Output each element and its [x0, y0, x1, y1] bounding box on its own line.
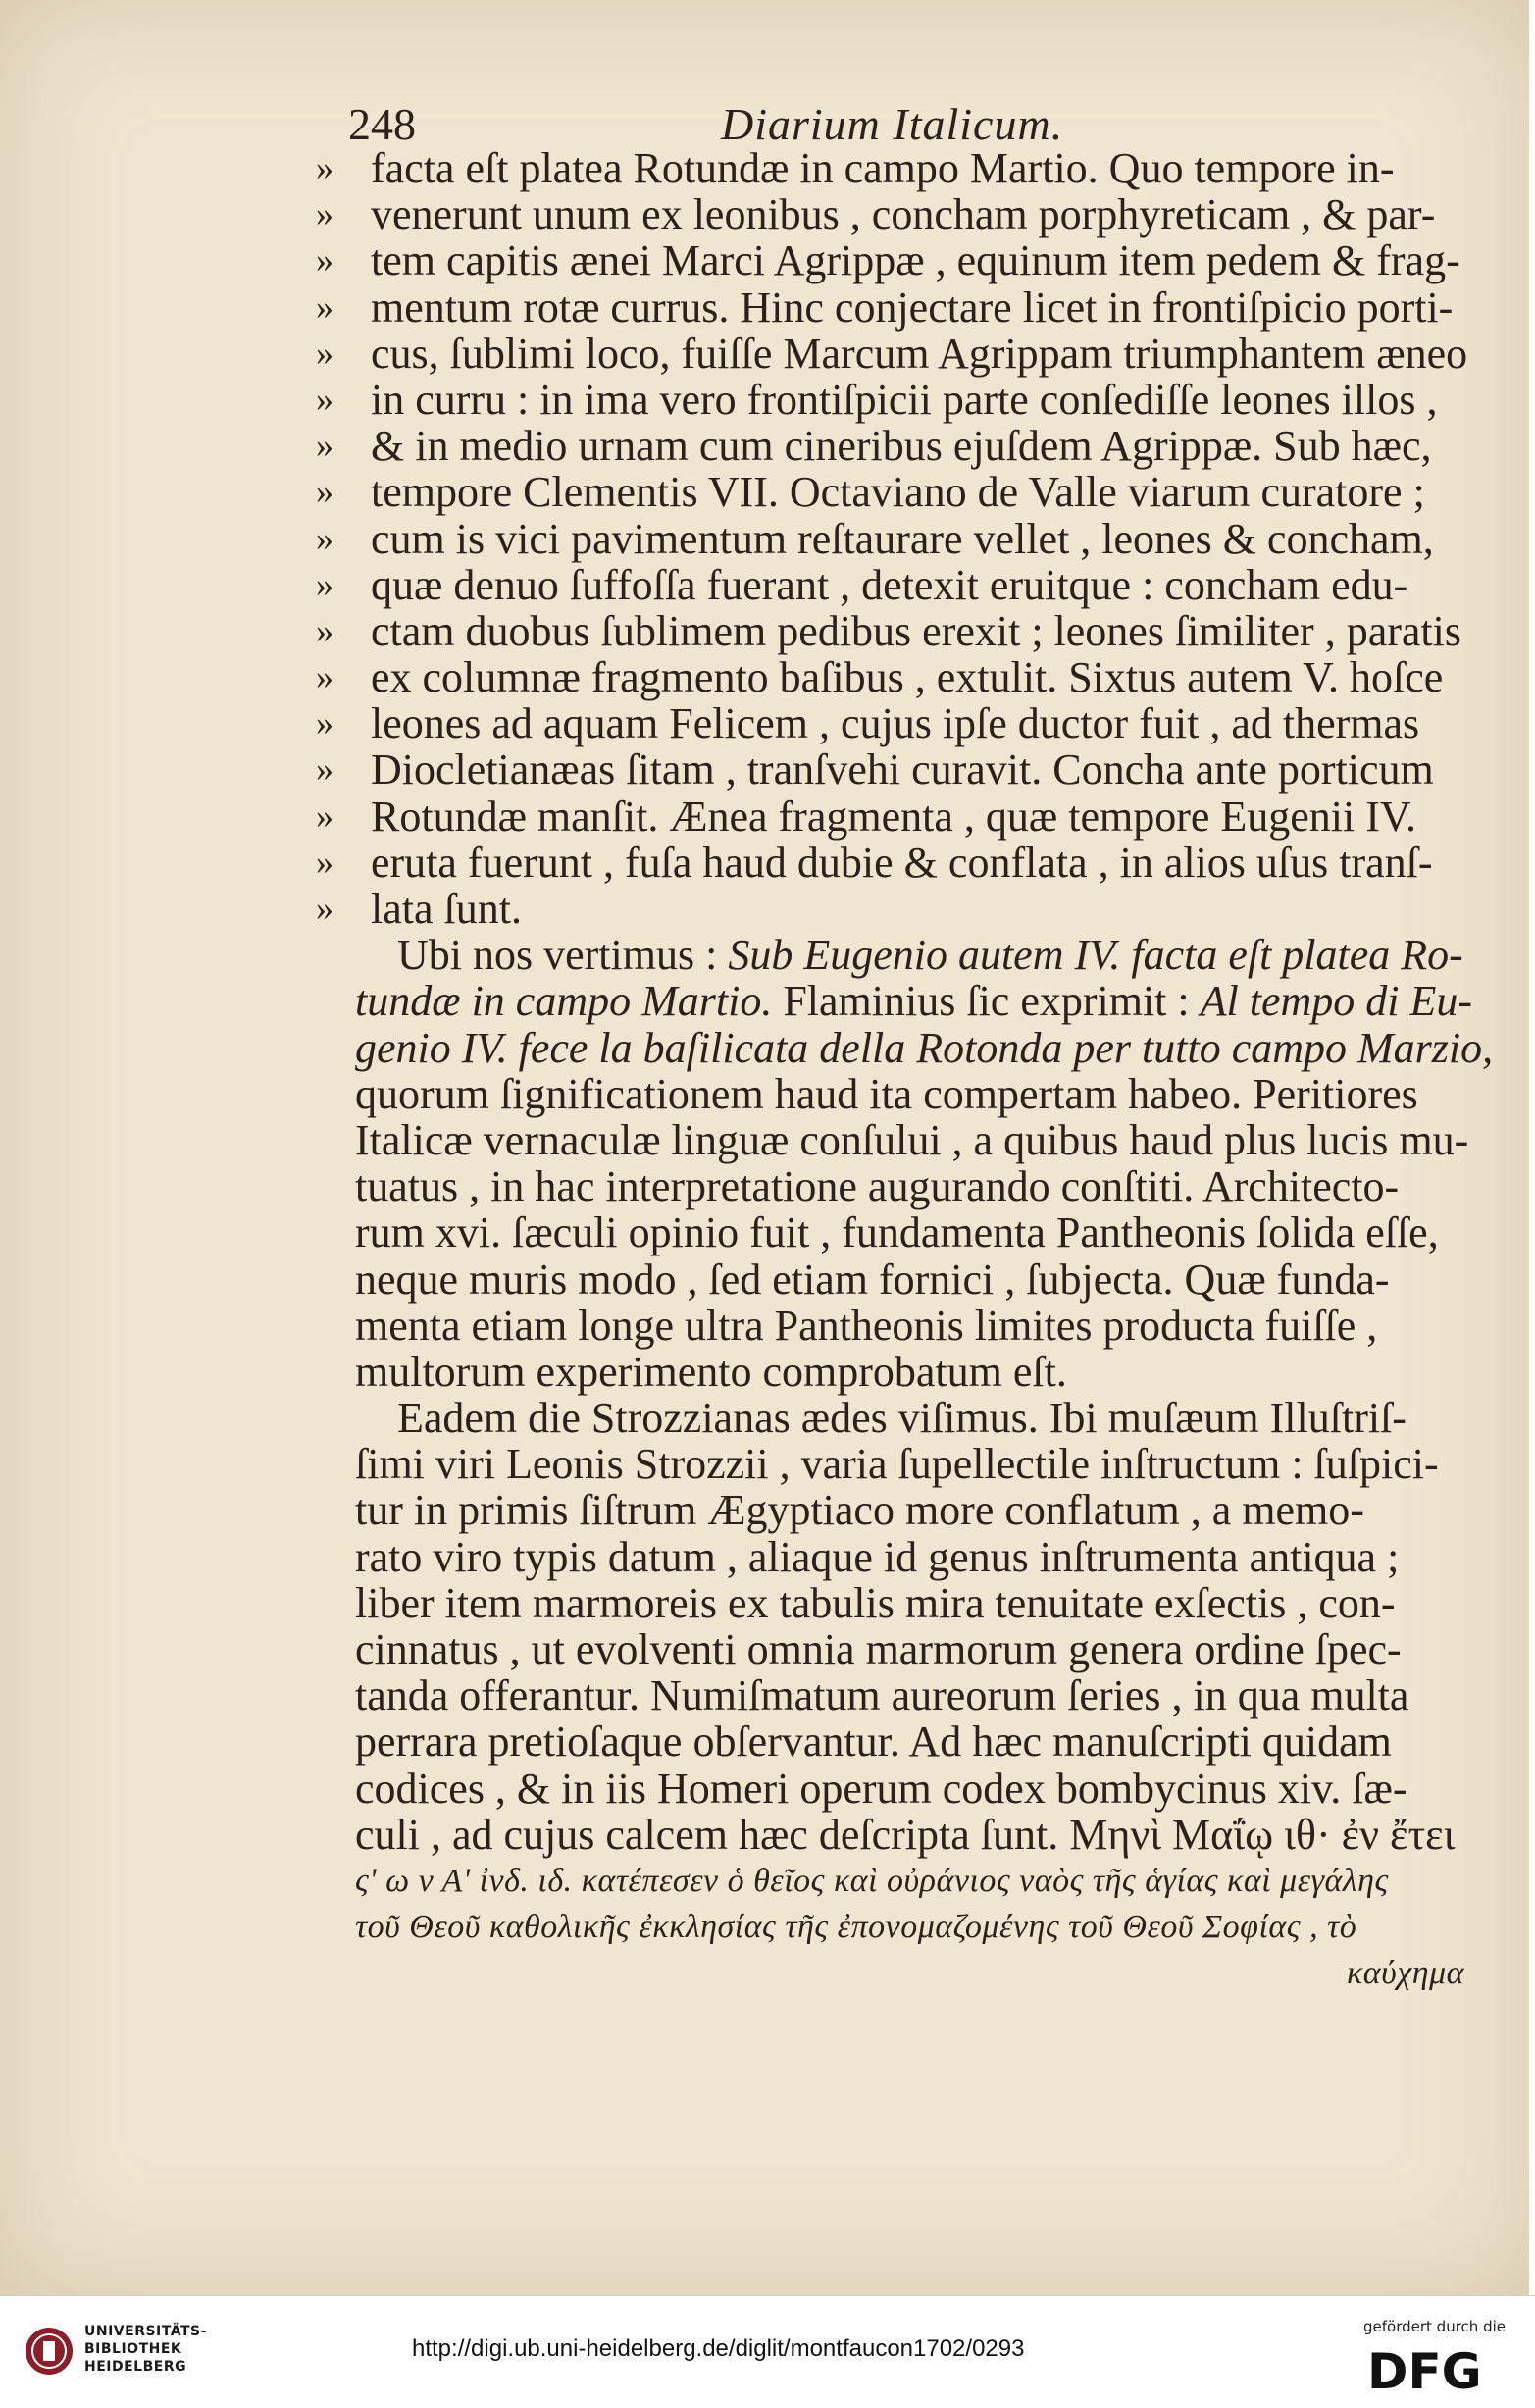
line-text: [371, 840, 1433, 886]
roman-segment: menta etiam longe ultra Pantheonis limites producta fuiſſe ,: [355, 1301, 1378, 1350]
line-text: [355, 1117, 1468, 1163]
line-text: [371, 331, 1467, 377]
line-text: [355, 1672, 1408, 1718]
line-text: [371, 608, 1461, 654]
line-text: [371, 794, 1416, 840]
text-line: [0, 1303, 1535, 1349]
text-line: [0, 1904, 1535, 1950]
roman-segment: & in medio urnam cum cineribus ejuſdem Agrippæ. Sub hæc,: [371, 422, 1432, 471]
institution-line-1: UNIVERSITÄTS-: [84, 2324, 207, 2339]
text-line: [0, 1626, 1535, 1672]
line-text: [371, 237, 1460, 283]
line-text: [355, 1025, 1493, 1071]
text-line: [0, 1858, 1535, 1904]
roman-segment: multorum experimento comprobatum eſt.: [355, 1347, 1067, 1396]
text-line: [0, 1580, 1535, 1626]
running-title: Diarium Italicum.: [721, 99, 1064, 149]
institution-line-2: BIBLIOTHEK: [84, 2341, 182, 2357]
quotation-mark: »: [316, 795, 333, 836]
text-line: [0, 1766, 1535, 1812]
roman-segment: codices , & in iis Homeri operum codex bombycinus xiv. ſæ-: [355, 1764, 1407, 1813]
line-text: [371, 469, 1425, 515]
page-number: 248: [348, 99, 416, 149]
roman-segment: tanda offerantur. Numiſmatum aureorum ſeries , in qua multa: [355, 1671, 1409, 1720]
line-text: [355, 978, 1472, 1024]
line-text: [371, 562, 1407, 608]
text-line: [0, 1950, 1535, 1996]
line-text: [355, 1812, 1455, 1858]
text-line: [0, 840, 1535, 886]
dfg-logo-icon: [1365, 2341, 1503, 2396]
text-line: [0, 191, 1535, 237]
quotation-mark: »: [316, 286, 333, 327]
line-text: [355, 1626, 1402, 1672]
quotation-mark: »: [316, 657, 333, 697]
roman-segment: tem capitis ænei Marci Agrippæ , equinum item pedem & frag-: [371, 236, 1460, 285]
roman-segment: venerunt unum ex leonibus , concham porphyreticam , & par-: [371, 190, 1436, 239]
roman-segment: tur in primis ſiſtrum Ægyptiaco more conflatum , a memo-: [355, 1486, 1364, 1535]
roman-segment: καύχημα: [1346, 1955, 1464, 1992]
line-text: [355, 1904, 1356, 1950]
line-text: [355, 1580, 1396, 1626]
permalink-url[interactable]: http://digi.ub.uni-heidelberg.de/diglit/montfaucon1702/0293: [412, 2335, 1025, 2362]
roman-segment: Flaminius ſic exprimit :: [772, 977, 1201, 1026]
roman-segment: leones ad aquam Felicem , cujus ipſe ductor fuit , ad thermas: [371, 699, 1420, 748]
text-line: [0, 1487, 1535, 1533]
italic-segment: Al tempo di Eu-: [1200, 977, 1473, 1026]
roman-segment: τοῦ Θεοῦ καθολικῆς ἐκκλησίας τῆς ἐπονομαζομένης τοῦ Θεοῦ Σοφίας , τὸ: [355, 1909, 1357, 1946]
roman-segment: ex columnæ fragmento baſibus , extulit. Sixtus autem V. hoſce: [371, 653, 1444, 702]
line-text: [371, 145, 1394, 191]
funded-by-label: gefördert durch die: [1363, 2318, 1506, 2335]
page-header: [348, 90, 1461, 151]
roman-segment: ſimi viri Leonis Strozzii , varia ſupellectile inſtructum : ſuſpici-: [355, 1440, 1439, 1489]
roman-segment: mentum rotæ currus. Hinc conjectare licet in frontiſpicio porti-: [371, 282, 1454, 332]
line-text: [371, 700, 1419, 746]
quotation-mark: »: [316, 333, 333, 373]
text-line: [0, 886, 1535, 932]
line-text: [371, 191, 1435, 237]
roman-segment: quæ denuo ſuffoſſa fuerant , detexit eruitque : concham edu-: [371, 560, 1408, 609]
line-text: [355, 1349, 1067, 1395]
text-line: [0, 1256, 1535, 1303]
roman-segment: Diocletianæas ſitam , tranſvehi curavit. Concha ante porticum: [371, 745, 1434, 794]
text-line: [0, 1812, 1535, 1858]
line-text: [355, 1209, 1439, 1255]
text-line: [0, 1441, 1535, 1487]
line-text: [371, 746, 1434, 793]
quotation-mark: »: [316, 610, 333, 650]
line-text: [371, 654, 1443, 700]
dfg-logo-text: DFG: [1367, 2343, 1482, 2396]
roman-segment: quorum ſignificationem haud ita compertam habeo. Peritiores: [355, 1069, 1418, 1118]
quotation-mark: »: [316, 240, 333, 281]
text-line: [0, 1395, 1535, 1441]
roman-segment: in curru : in ima vero frontiſpicii parte conſediſſe leones illos ,: [371, 375, 1438, 424]
body-text: [0, 145, 1535, 1997]
line-text: [371, 284, 1453, 331]
roman-segment: eruta fuerunt , fuſa haud dubie & conflata , in alios uſus tranſ-: [371, 838, 1433, 887]
italic-segment: tundæ in campo Martio.: [355, 977, 773, 1026]
line-text: [371, 423, 1432, 469]
text-line: [0, 1025, 1535, 1071]
line-text: [355, 1718, 1392, 1765]
italic-segment: genio IV. fece la baſilicata della Rotonda per tutto campo Marzio,: [355, 1023, 1494, 1072]
roman-segment: Rotundæ manſit. Ænea fragmenta , quæ tempore Eugenii IV.: [371, 792, 1416, 841]
text-line: [0, 654, 1535, 700]
quotation-mark: »: [316, 194, 333, 234]
roman-segment: culi , ad cujus calcem hæc deſcripta ſunt. Μηνὶ Μαΐῳ ιθ· ἐν ἔτει: [355, 1810, 1456, 1859]
footer-bar: [0, 2295, 1535, 2408]
line-text: [397, 1395, 1407, 1441]
line-text: [371, 886, 522, 932]
roman-segment: tempore Clementis VII. Octaviano de Valle viarum curatore ;: [371, 468, 1425, 517]
line-text: [371, 516, 1434, 562]
text-line: [0, 1209, 1535, 1255]
text-line: [0, 932, 1535, 978]
roman-segment: cinnatus , ut evolventi omnia marmorum genera ordine ſpec-: [355, 1625, 1402, 1673]
quotation-mark: »: [316, 749, 333, 790]
line-text: [355, 1071, 1418, 1117]
line-text: [355, 1858, 1389, 1904]
line-text: [371, 377, 1437, 423]
text-line: [0, 284, 1535, 331]
line-text: [355, 1256, 1390, 1303]
text-line: [0, 608, 1535, 654]
quotation-mark: »: [316, 148, 333, 187]
roman-segment: facta eſt platea Rotundæ in campo Martio. Quo tempore in-: [371, 144, 1395, 192]
roman-segment: liber item marmoreis ex tabulis mira tenuitate exſectis , con-: [355, 1578, 1396, 1627]
text-line: [0, 794, 1535, 840]
text-line: [0, 1349, 1535, 1395]
line-text: [355, 1766, 1407, 1812]
quotation-mark: »: [316, 564, 333, 604]
line-text: [355, 1487, 1364, 1533]
text-line: [0, 1672, 1535, 1718]
line-text: [355, 1534, 1399, 1580]
text-line: [0, 377, 1535, 423]
line-text: [355, 1441, 1439, 1487]
roman-segment: rato viro typis datum , aliaque id genus inſtrumenta antiqua ;: [355, 1532, 1400, 1581]
text-line: [0, 516, 1535, 562]
text-line: [0, 423, 1535, 469]
line-text: [355, 1303, 1377, 1349]
text-line: [0, 145, 1535, 191]
text-line: [0, 1071, 1535, 1117]
text-line: [0, 237, 1535, 283]
university-seal-icon: [24, 2326, 75, 2377]
quotation-mark: »: [316, 842, 333, 882]
roman-segment: cum is vici pavimentum reſtaurare vellet , leones & concham,: [371, 514, 1434, 563]
text-line: [0, 562, 1535, 608]
text-line: [0, 469, 1535, 515]
institution-line-3: HEIDELBERG: [84, 2359, 187, 2375]
line-text: [397, 932, 1463, 978]
roman-segment: lata ſunt.: [371, 885, 522, 933]
text-line: [0, 746, 1535, 793]
line-text: [1347, 1950, 1464, 1996]
text-line: [0, 1718, 1535, 1765]
roman-segment: neque muris modo , ſed etiam fornici , ſubjecta. Quæ funda-: [355, 1255, 1390, 1304]
text-line: [0, 1163, 1535, 1209]
quotation-mark: »: [316, 703, 333, 743]
roman-segment: Eadem die Strozzianas ædes viſimus. Ibi muſæum Illuſtriſ-: [397, 1394, 1407, 1443]
roman-segment: tuatus , in hac interpretatione augurando conſtiti. Architecto-: [355, 1162, 1400, 1211]
text-line: [0, 331, 1535, 377]
quotation-mark: »: [316, 889, 333, 928]
roman-segment: ςʹ ω ν Αʹ ἰνδ. ιδ. κατέπεσεν ὁ θεῖος καὶ οὐράνιος ναὸς τῆς ἁγίας καὶ μεγάλης: [355, 1862, 1389, 1899]
quotation-mark: »: [316, 379, 333, 419]
roman-segment: rum xvi. ſæculi opinio fuit , fundamenta Pantheonis ſolida eſſe,: [355, 1208, 1439, 1257]
roman-segment: cus, ſublimi loco, fuiſſe Marcum Agrippam triumphantem æneo: [371, 329, 1468, 378]
quotation-mark: »: [316, 518, 333, 558]
quotation-mark: »: [316, 426, 333, 466]
roman-segment: Ubi nos vertimus :: [397, 931, 729, 980]
line-text: [355, 1163, 1399, 1209]
italic-segment: Sub Eugenio autem IV. facta eſt platea Ro-: [728, 931, 1463, 980]
quotation-mark: »: [316, 472, 333, 512]
roman-segment: perrara pretioſaque obſervantur. Ad hæc manuſcripti quidam: [355, 1717, 1392, 1767]
roman-segment: Italicæ vernaculæ linguæ conſului , a quibus haud plus lucis mu-: [355, 1115, 1469, 1164]
roman-segment: ctam duobus ſublimem pedibus erexit ; leones ſimiliter , paratis: [371, 606, 1461, 655]
text-line: [0, 978, 1535, 1024]
text-line: [0, 1117, 1535, 1163]
text-line: [0, 700, 1535, 746]
text-line: [0, 1534, 1535, 1580]
